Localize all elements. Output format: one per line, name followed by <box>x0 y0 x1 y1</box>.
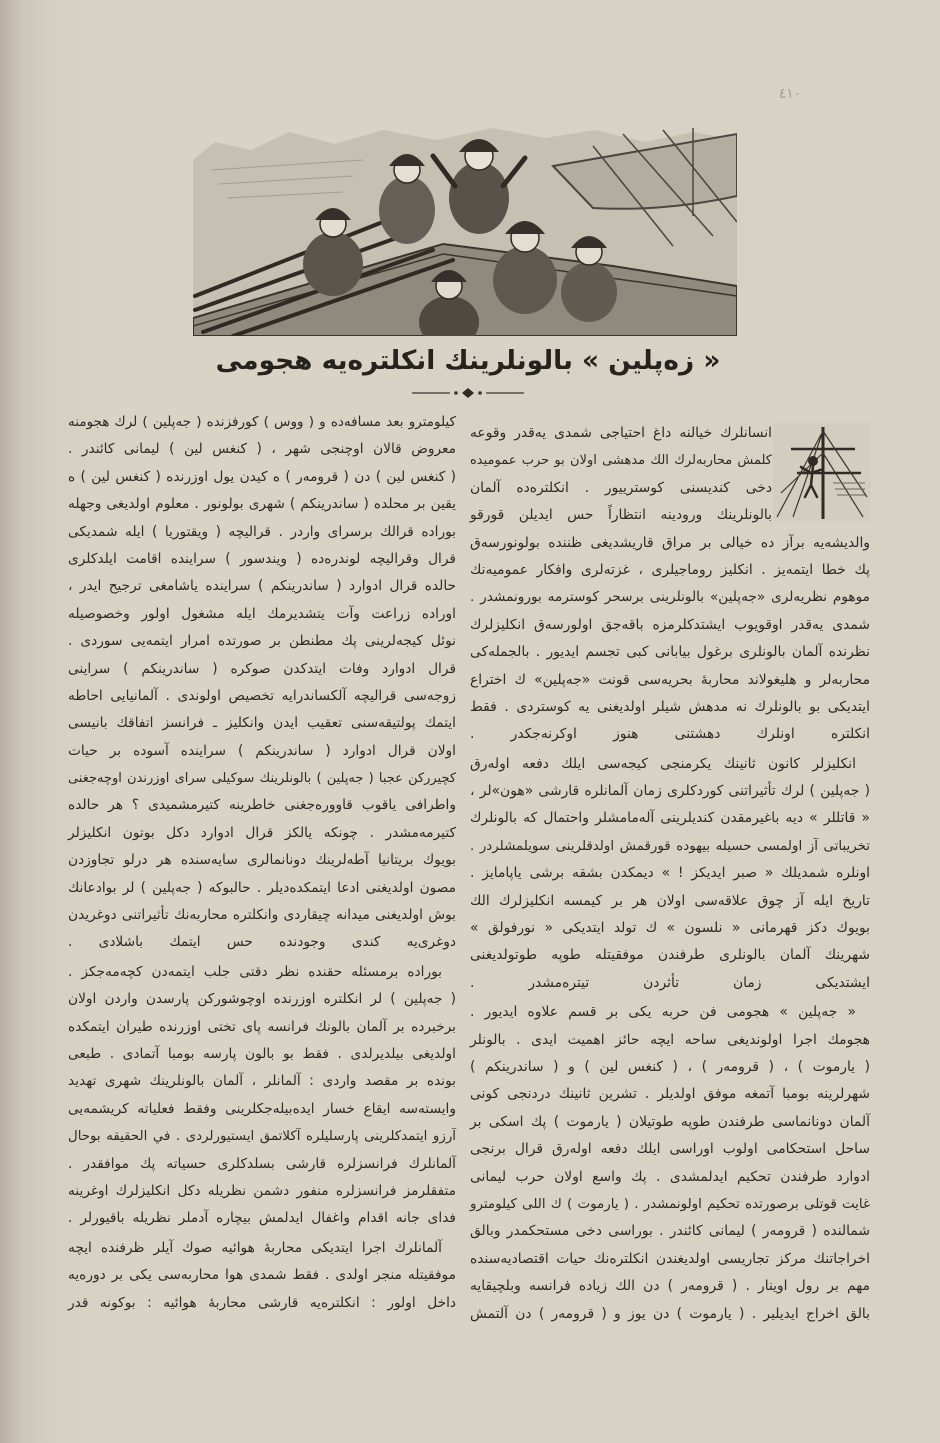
text-line <box>470 420 772 447</box>
text-line <box>68 464 456 491</box>
text-line-content: هجومك اجرا اولونديغى ساحه ايچه حائز اهميت ايدى . بالونلر <box>470 1031 870 1048</box>
text-line <box>68 738 456 765</box>
text-line <box>68 1235 456 1262</box>
text-line-content: نظرنده آلمان بالونلرى برغول بيابانى كبى تجسم ايديور . بالجمله‌كى <box>470 644 870 661</box>
text-line-content: تاريخ ايله آز چوق علاقه‌سى اولان هر بر كيمسه انكليزلرك الك <box>470 892 870 909</box>
text-line-content: داخل اولور : انكلتره‌يه قارشى محاربهٔ هوائيه : بوكونه قدر <box>68 1294 456 1311</box>
text-line-content: نوئل كيجه‌لرينى پك مطنطن بر صورتده امرار ايتمه‌يى سوردى . <box>68 633 456 650</box>
text-line-content: ايشتديكى زمان تأثردن تيتره‌مشدر . <box>470 974 870 991</box>
text-line <box>68 519 456 546</box>
text-line-content: اخراجاتنك مركز تجاريسى اولديغندن انكلتره‌نك حيات اقتصاديه‌سنده <box>470 1250 870 1267</box>
text-line-content: اولان قرال ادوارد ( ساندرينكم ) سراينده آسوده بر حيات <box>68 742 456 759</box>
text-line-content: اولديغى بيلديرلدى . فقط بو بالون پارسه بومبا آتمادى . طبعى <box>68 1045 456 1062</box>
text-line <box>470 694 870 721</box>
text-line-content: ادوارد طرفندن تحكيم ايدلمشدى . پك واسع اولان حرب ليمانى <box>470 1168 870 1185</box>
text-line <box>470 530 870 557</box>
article-title-text: « زه‌پلين » بالونلرينك انكلتره‌يه هجومى <box>215 346 721 376</box>
text-line-content: غايت قوتلى برصورتده تحكيم اولونمشدر . ( يارموت ) ك اللى كيلومترو <box>470 1196 870 1212</box>
text-line <box>68 546 456 573</box>
text-line <box>68 875 456 902</box>
paragraph <box>470 420 870 749</box>
text-line-content: موفقيتله منجر اولدى . فقط شمدى هوا محاربه‌سى يكى بر دوره‌يه <box>68 1267 456 1284</box>
text-line <box>470 1191 870 1218</box>
text-line <box>470 751 870 778</box>
text-line-content: وايسته‌سه ايقاع خسار ايده‌بيله‌جكلرينى وفقط فعلياته كريشمه‌يى <box>68 1100 456 1117</box>
text-line-content: شمدى يه‌قدر اوقويوب ايشتدكلرمزه باقه‌جق اولورسه‌ق انكليزلرك <box>470 616 870 633</box>
text-line-content: تخريباتى آز اولمسى حسيله بيهوده قورقمش اولدقلرينى سويلمشلردر . <box>470 838 870 854</box>
text-line-content: ( كنغس لين ) دن ( قرومه‌ر ) ه كيدن يول اوزرنده ( كنغس لين ) ه <box>68 468 456 485</box>
text-line-content: بالونلرينك ورودينه انتظاراً حس ايديلن قورقو <box>470 507 772 524</box>
text-line <box>470 970 870 997</box>
text-line <box>68 710 456 737</box>
text-line <box>68 573 456 600</box>
text-line <box>470 1027 870 1054</box>
text-line <box>68 847 456 874</box>
text-line <box>68 1096 456 1123</box>
text-line-content: مهم بر رول اوينار . ( قرومه‌ر ) دن الك زياده فرانسه وبلچيقايه <box>470 1278 870 1295</box>
text-line <box>470 1273 870 1300</box>
text-line <box>470 999 870 1026</box>
text-line-content: محاربه‌لر و هليغولاند محاربهٔ بحريه‌سى قونت «جه‌پلين» ك اختراع <box>470 671 870 688</box>
text-line-content: ( يارموت ) ، ( قرومه‌ر ) ، ( كنغس لين ) و ( ساندرينكم ) <box>470 1058 870 1075</box>
text-line-content: آلمان دونانماسى طرفندن طوپه طوتيلان ( يارموت ) پك اسكى بر <box>470 1113 870 1130</box>
text-line-content: معروض قالان اوچنجى شهر ، ( كنغس لين ) ليمانى كائندر . <box>68 441 456 458</box>
text-line <box>470 915 870 942</box>
text-line <box>470 1081 870 1108</box>
text-line <box>68 656 456 683</box>
text-line-content: ( جه‌پلين ) لر انكلتره اوزرنده اوچوشوركن پارسدن واردن اولان <box>68 991 456 1008</box>
text-line-content: پك خطا ايتمه‌يز . انكليز روماجيلرى ، غزته‌لرى وافكار عموميه‌نك <box>470 561 870 578</box>
text-line <box>470 1054 870 1081</box>
text-line-content: يقين بر محلده ( ساندرينكم ) شهرى بولونور . معلوم اولديغى وجهله <box>68 496 456 513</box>
text-line <box>68 491 456 518</box>
text-line-content: مصون اولديغنى ادعا ايتمكده‌ديلر . حالبوكه ( جه‌پلين ) لر بوادعانك <box>68 879 456 896</box>
left-text-column <box>68 409 456 1317</box>
text-line <box>470 1109 870 1136</box>
text-line <box>68 409 456 436</box>
paragraph <box>470 751 870 998</box>
text-line <box>470 778 870 805</box>
text-line-content: آرزو ايتمدكلرينى پارسليلره آكلاتمق ايستيورلردى . في الحقيقه بوحال <box>68 1129 456 1145</box>
paragraph <box>470 999 870 1328</box>
text-line-content: « قاتللر » ديه باغيرمقدن كنديلرينى آله‌مامشلر واحتمال كه بالونلرك <box>470 810 870 827</box>
text-line-content: زوجه‌سى قراليچه آلكساندرايه تخصيص اولوندى . آلمانيايى احاطه <box>68 687 456 704</box>
text-line <box>470 860 870 887</box>
text-line-content: ( جه‌پلين ) لرك تأثيراتنى كوردكلرى زمان آلمانلره قارشى «هون»لر ، <box>470 783 870 800</box>
text-line <box>68 1068 456 1095</box>
text-line-content: بونده بر مقصد واردى : آلمانلر ، آلمان بالونلرينك شهرى تهديد <box>68 1073 456 1090</box>
text-line-content: كيلومترو بعد مسافه‌ده و ( ووس ) كورفزنده ( جه‌پلين ) لرك هجومنه <box>68 414 456 430</box>
page-number: ٤١٠ <box>778 86 802 102</box>
text-line-content: بويوك دكز قهرمانى « نلسون » ك تولد ايتديكى « نورفولق » <box>470 920 870 937</box>
text-line <box>68 683 456 710</box>
text-line-content: قرال ادوارد وفات ايتدكدن صوكره ( ساندرينكم ) سراينى <box>68 660 456 677</box>
text-line <box>470 584 870 611</box>
text-line-content: قرال وقراليچه لوندره‌ده ( ويندسور ) سراينده اقامت ايلدكلرى <box>68 550 456 567</box>
text-line-content: برخبرده بر آلمان بالونك فرانسه پاى تختى اوزرنده طيران ايتمكده <box>68 1018 456 1035</box>
text-line-content: فداى جانه اقدام واغفال ايدلمش بيچاره آدملر نظريله باقيورلر . <box>68 1210 456 1227</box>
text-line-content: دخى كنديسنى كوسترييور . انكلتره‌ده آلمان <box>470 479 772 496</box>
text-line-content: حالده قرال ادوارد ( ساندرينكم ) سراينده ياشامغى ترجيح ايدر ، <box>68 578 456 595</box>
text-line <box>68 1041 456 1068</box>
text-line-content: ايتمك پولتيقه‌سنى تعقيب ايدن وانكليز ـ فرانسز اتفاقك بانيسى <box>68 715 456 732</box>
article-title <box>190 334 746 388</box>
text-line <box>470 805 870 832</box>
text-line <box>470 1164 870 1191</box>
text-line <box>470 447 772 474</box>
text-line <box>470 1136 870 1163</box>
text-line <box>68 929 456 956</box>
text-line-content: كلمش محاربه‌لرك الك مدهشى اولان بو حرب عموميده <box>470 453 772 469</box>
text-line-content: كتيرمه‌مشدر . چونكه يالكز قرال ادوارد دكل بوتون انكليزلر <box>68 824 456 841</box>
text-line <box>470 557 870 584</box>
text-line-content: انسانلرك خيالنه داغ احتياجى شمدى يه‌قدر وقوعه <box>470 425 772 441</box>
text-line-content: شهرلرينه بومبا آتمغه موفق اولديلر . تشرين ثانينك دردنجى كونى <box>470 1086 870 1103</box>
text-line-content: بوش اولديغنى ميدانه چيقاردى وانكلتره محاربه‌نك تأثيراتنى دوغريدن <box>68 907 456 924</box>
text-line-content: والديشه‌يه برآز ده خيالى بر مراق قاريشديغى ظننده بولونورسه‌ق <box>470 534 870 551</box>
text-line <box>470 667 870 694</box>
text-line <box>470 475 772 502</box>
text-line-content: ساحل استحكامى اولوب اوراسى ايلك دفعه اوله‌رق قرال برنجى <box>470 1141 870 1158</box>
text-line <box>470 502 772 529</box>
right-text-column <box>470 420 870 1328</box>
text-line <box>470 639 870 666</box>
paragraph <box>68 409 456 957</box>
paragraph <box>68 1235 456 1317</box>
text-line <box>470 1246 870 1273</box>
text-line <box>68 820 456 847</box>
text-line <box>68 1205 456 1232</box>
text-line <box>68 765 456 792</box>
text-line-content: آلمانلرك فرانسزلره قارشى بسلدكلرى حسياته پك موافقدر . <box>68 1155 456 1172</box>
text-line-content: شمالنده ( قرومه‌ر ) ليمانى كائندر . بوراسى دخى مستحكمدر وبالق <box>470 1223 870 1240</box>
text-line-content: بويوك بريتانيا آطه‌لرينك دونانمالرى سايه‌سنده هر درلو تجاوزدن <box>68 852 456 869</box>
text-line <box>470 612 870 639</box>
text-line <box>470 888 870 915</box>
text-line-content: موهوم نظريه‌لرى «جه‌پلين» بالونلرينى برسحر كوسترمه بورونمشدر . <box>470 589 870 606</box>
text-line-content: ايتديكى بو بالونلرك نه مدهش شيلر اولديغنى يه كوستردى . فقط <box>470 698 870 715</box>
text-line <box>68 986 456 1013</box>
text-line <box>68 1290 456 1317</box>
text-line <box>68 601 456 628</box>
text-line <box>68 436 456 463</box>
text-line <box>470 833 870 860</box>
text-line-content: بالق اخراج ايديلير . ( يارموت ) دن يوز و ( قرومه‌ر ) دن آلتمش <box>470 1305 870 1322</box>
text-line-content: دوغرى‌يه كندى وجودنده حس ايتمك باشلادى . <box>68 934 456 951</box>
text-line-content: اوراده زراعت وآت يتشديرمك ايله مشغول اولور وخصوصيله <box>68 605 456 622</box>
text-line-content: كچيرركن عجبا ( جه‌پلين ) بالونلرينك سوكيلى سراى اوزرندن اوچه‌جغنى <box>68 771 456 787</box>
text-line <box>68 959 456 986</box>
text-line-content: « جه‌پلين » هجومى فن حربه يكى بر قسم علاوه ايديور . <box>470 1004 856 1021</box>
text-line-content: متفقلرمز فرانسزلره منفور دشمن نظريله دكل انكليزلرك اوغرينه <box>68 1182 456 1199</box>
text-line <box>68 1151 456 1178</box>
text-line-content: انكلتره اونلرك دهشتنى هنوز اوكرنه‌جكدر . <box>470 726 870 743</box>
text-line-content: آلمانلرك اجرا ايتديكى محاربهٔ هوائيه صوك آيلر ظرفنده ايچه <box>68 1239 442 1256</box>
text-line-content: بوراده برمسئله حقنده نظر دقتى جلب ايتمه‌دن كچه‌مه‌جكز . <box>68 963 442 980</box>
text-line <box>470 721 870 748</box>
text-line-content: شهرينك آلمان بالونلرى طرفندن موفقيتله طوپه طوتولديغنى <box>470 947 870 964</box>
text-line <box>68 628 456 655</box>
title-divider-ornament <box>412 387 524 399</box>
text-line-content: واطرافى ياقوب قاووره‌جغنى خاطرينه كتيرمشميدى ؟ هر حالده <box>68 797 456 814</box>
text-line <box>470 1218 870 1245</box>
text-line <box>470 1301 870 1328</box>
text-line-content: اونلره شمديلك « صبر ايديكز ! » ديمكدن بشقه برشى ياپامايز . <box>470 865 870 882</box>
text-line-content: انكليزلر كانون ثانينك يكرمنجى كيجه‌سى ايلك دفعه اوله‌رق <box>470 755 856 772</box>
text-line <box>470 942 870 969</box>
text-line <box>68 792 456 819</box>
sailors-in-boat-illustration <box>193 126 737 336</box>
text-line <box>68 1123 456 1150</box>
text-line <box>68 1014 456 1041</box>
paragraph <box>68 959 456 1233</box>
text-line <box>68 1262 456 1289</box>
text-line-content: بوراده قرالك برسراى واردر . قراليچه ( ويقتوريا ) ايله شمديكى <box>68 523 456 540</box>
text-line <box>68 902 456 929</box>
text-line <box>68 1178 456 1205</box>
